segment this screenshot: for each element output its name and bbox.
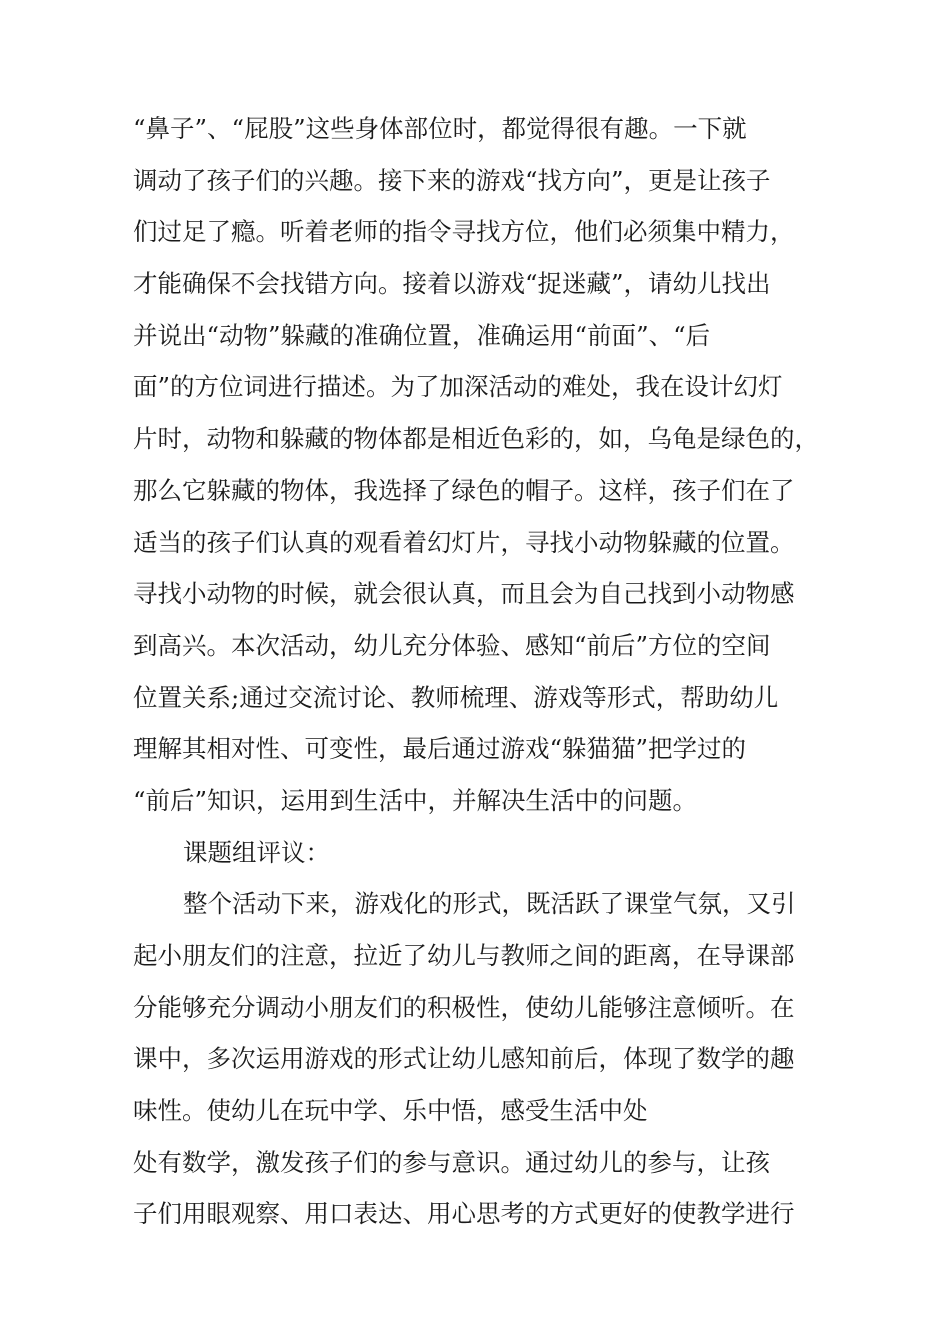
text-line: 处有数学，激发孩子们的参与意识。通过幼儿的参与，让孩 bbox=[133, 1147, 770, 1177]
text-line: 才能确保不会找错方向。接着以游戏“捉迷藏”，请幼儿找出 bbox=[133, 269, 771, 299]
text-line: 位置关系;通过交流讨论、教师梳理、游戏等形式，帮助幼儿 bbox=[133, 682, 779, 712]
text-line: 到高兴。本次活动，幼儿充分体验、感知“前后”方位的空间 bbox=[133, 630, 771, 660]
text-line: 那么它躲藏的物体，我选择了绿色的帽子。这样，孩子们在了 bbox=[133, 475, 795, 505]
body-text bbox=[133, 103, 833, 1240]
text-line: 并说出“动物”躲藏的准确位置，准确运用“前面”、“后 bbox=[133, 320, 711, 350]
section-heading: 课题组评议： bbox=[183, 837, 330, 867]
text-line: 味性。使幼儿在玩中学、乐中悟，感受生活中处 bbox=[133, 1096, 648, 1126]
text-line: 寻找小动物的时候，就会很认真，而且会为自己找到小动物感 bbox=[133, 579, 795, 609]
text-line: 理解其相对性、可变性，最后通过游戏“躲猫猫”把学过的 bbox=[133, 734, 747, 764]
text-line: 子们用眼观察、用口表达、用心思考的方式更好的使教学进行 bbox=[133, 1199, 795, 1229]
text-line: 起小朋友们的注意，拉近了幼儿与教师之间的距离，在导课部 bbox=[133, 941, 795, 970]
text-line: 课中，多次运用游戏的形式让幼儿感知前后，体现了数学的趣 bbox=[133, 1044, 795, 1074]
text-line: 分能够充分调动小朋友们的积极性，使幼儿能够注意倾听。在 bbox=[133, 992, 795, 1022]
text-line: “鼻子”、“屁股”这些身体部位时，都觉得很有趣。一下就 bbox=[133, 114, 747, 143]
text-line: 们过足了瘾。听着老师的指令寻找方位，他们必须集中精力， bbox=[133, 217, 795, 247]
text-line: 整个活动下来，游戏化的形式，既活跃了课堂气氛，又引 bbox=[183, 889, 796, 919]
text-line: 调动了孩子们的兴趣。接下来的游戏“找方向”，更是让孩子 bbox=[133, 165, 771, 195]
text-line: 片时，动物和躲藏的物体都是相近色彩的，如，乌龟是绿色的， bbox=[133, 424, 819, 454]
text-line: 适当的孩子们认真的观看着幻灯片，寻找小动物躲藏的位置。 bbox=[133, 527, 795, 557]
text-line: “前后”知识，运用到生活中，并解决生活中的问题。 bbox=[133, 785, 698, 815]
text-line: 面”的方位词进行描述。为了加深活动的难处，我在设计幻灯 bbox=[133, 372, 783, 402]
